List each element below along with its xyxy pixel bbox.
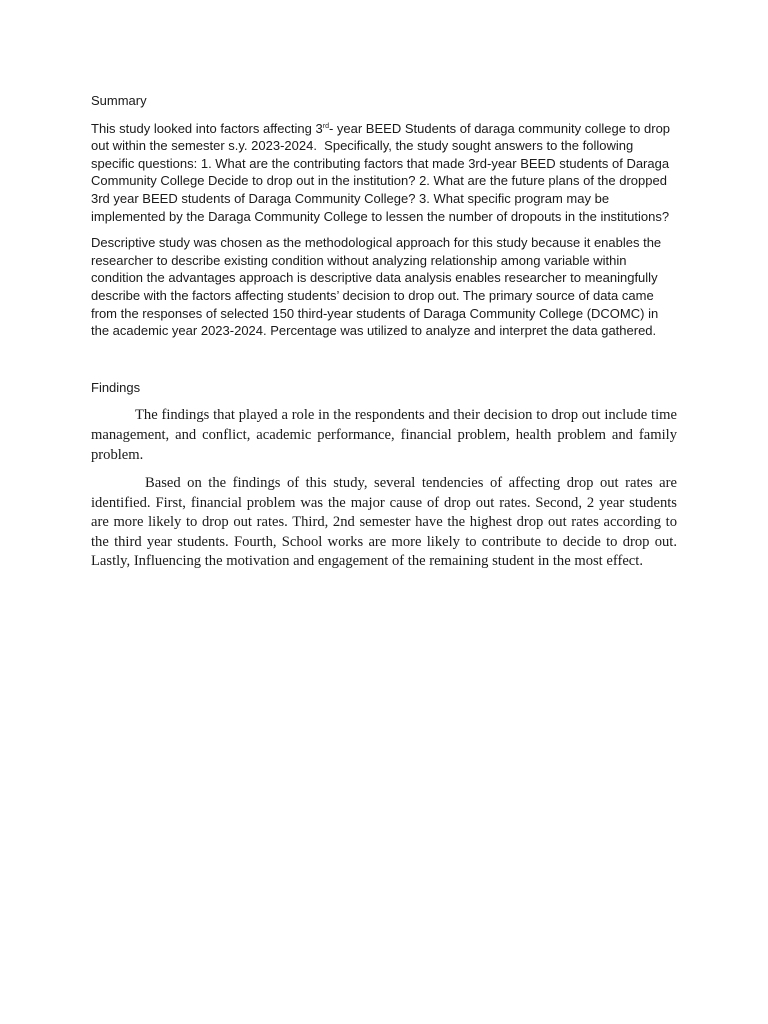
findings-paragraph-1: The findings that played a role in the respondents and their decision to drop out include time management, and conflict, academic performance, financial problem, health problem and family problem. (91, 407, 677, 463)
summary-heading: Summary (91, 93, 147, 108)
summary-p1-text-start: This study looked into factors affecting 3 (91, 120, 323, 136)
findings-paragraph-2: Based on the findings of this study, several tendencies of affecting drop out rates are identified. First, financial problem was the major cause of drop out rates. Second, 2 year students are more likely to drop out rates. Third, 2nd semester have the highest drop out rates according to the third year students. Fourth, School works are more likely to contribute to decide to drop out. Lastly, Influencing the motivation and engagement of the remaining student in the most effect. (91, 475, 677, 570)
document-body (91, 92, 677, 572)
summary-paragraph-1 (91, 120, 677, 226)
summary-p1-text-end: - year BEED Students of daraga community college to drop out within the semester s.y. 2023-2024. Specifically, the study sought answers to the following specific questions: 1. What are the contributing factors that made 3rd-year BEED students of Daraga Community College Decide to drop out in the institution? 2. What are the future plans of the dropped 3rd year BEED students of Daraga Community College? 3. What specific program may be implemented by the Daraga Community College to lessen the number of dropouts in the institutions? (91, 120, 671, 224)
ordinal-superscript: rd (322, 122, 329, 130)
findings-heading: Findings (91, 379, 141, 395)
summary-paragraph-2: Descriptive study was chosen as the methodological approach for this study because it enables the researcher to describe existing condition without analyzing relationship among variable within condition the advantages approach is descriptive data analysis enables researcher to meaningfully describe with the factors affecting students’ decision to drop out. The primary source of data came from the responses of selected 150 third-year students of Daraga Community College (DCOMC) in the academic year 2023-2024. Percentage was utilized to analyze and interpret the data gathered. (91, 235, 662, 339)
